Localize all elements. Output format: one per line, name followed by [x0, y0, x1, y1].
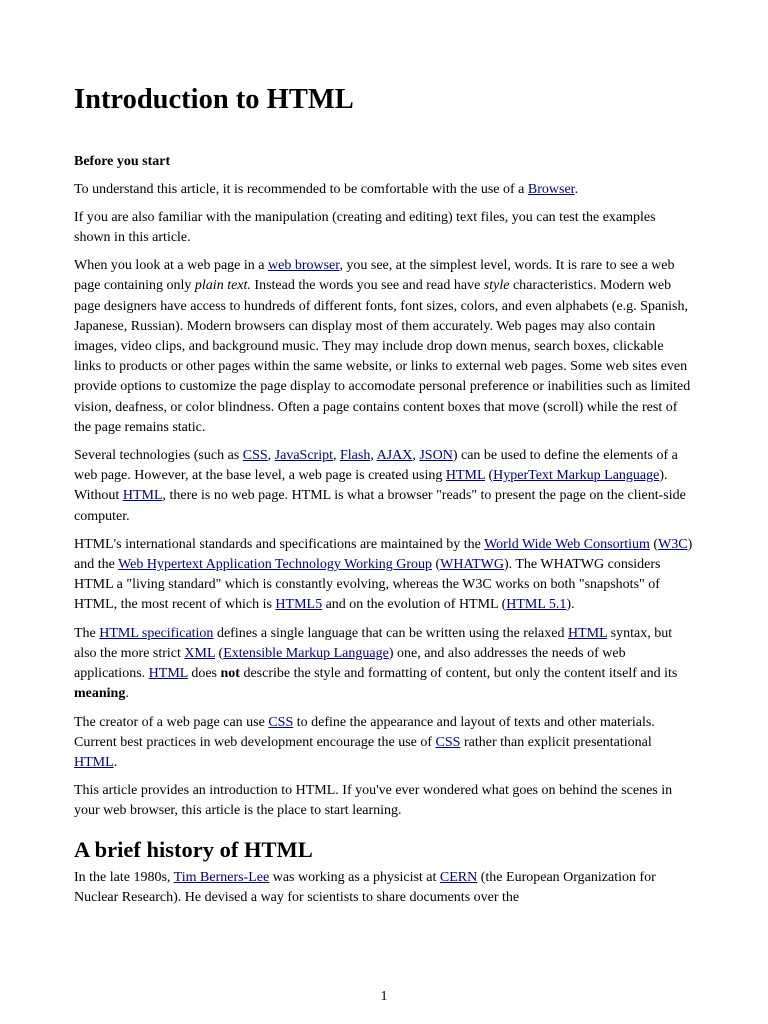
link-javascript[interactable]: JavaScript	[274, 448, 333, 464]
text: .	[113, 754, 118, 770]
link-html[interactable]: HTML	[74, 754, 114, 770]
paragraph-3	[74, 256, 694, 438]
text: In the late 1980s,	[74, 869, 174, 885]
link-extensible-markup-language[interactable]: Extensible Markup Language	[223, 645, 389, 661]
text: ) can be used to define the elements of a web page. However, at the base level, a web page is created using	[74, 448, 678, 484]
text: ,	[267, 448, 275, 464]
link-whatwg-group[interactable]: Web Hypertext Application Technology Working Group	[118, 557, 432, 573]
link-w3c-consortium[interactable]: World Wide Web Consortium	[484, 536, 650, 552]
paragraph-7	[74, 713, 694, 774]
link-css[interactable]: CSS	[268, 714, 294, 730]
page-number: 1	[380, 989, 388, 1004]
link-json[interactable]: JSON	[419, 448, 453, 464]
link-w3c[interactable]: W3C	[658, 536, 688, 552]
link-ajax[interactable]: AJAX	[376, 448, 413, 464]
text: ,	[412, 448, 420, 464]
text: ) one, and also addresses the needs of web applications.	[74, 645, 626, 682]
link-xml[interactable]: XML	[184, 645, 216, 661]
text: The creator of a web page can use	[74, 714, 269, 730]
text: HTML's international standards and specifications are maintained by the	[74, 536, 485, 552]
link-tim-berners-lee[interactable]: Tim Berners-Lee	[173, 869, 270, 885]
text: defines a single language that can be written using the relaxed	[213, 625, 568, 641]
paragraph-6	[74, 624, 694, 705]
text: describe the style and formatting of content, but only the content itself and its	[239, 666, 678, 682]
text: syntax, but also the more strict	[74, 625, 673, 661]
paragraph-1	[74, 180, 694, 200]
text: does	[187, 666, 221, 682]
text: Instead the words you see and read have	[250, 278, 484, 294]
bold-text: not	[220, 666, 240, 682]
paragraph-9	[74, 868, 694, 908]
link-html[interactable]: HTML	[445, 468, 485, 484]
text: To understand this article, it is recommended to be comfortable with the use of a	[74, 181, 528, 197]
italic-text: plain text.	[194, 278, 251, 294]
text: .	[125, 686, 129, 702]
italic-text: style	[483, 278, 510, 294]
link-html[interactable]: HTML	[567, 625, 608, 641]
text: This article provides an introduction to HTML. If you've ever wondered what goes on behind the scenes in your web browser, this article is the place to start learning.	[74, 783, 673, 819]
text: When you look at a web page in a	[74, 258, 268, 274]
link-web-browser[interactable]: web browser	[268, 258, 340, 274]
section-title: A brief history of HTML	[74, 836, 313, 862]
link-browser[interactable]: Browser	[527, 181, 575, 197]
text: (	[649, 536, 659, 552]
text: ,	[332, 448, 340, 464]
text: ).	[566, 597, 575, 613]
link-whatwg[interactable]: WHATWG	[440, 557, 504, 573]
text: ). The WHATWG considers HTML a "living standard" which is constantly evolving, whereas the W3C works on both "snapshots" of HTML, the most recent of which is	[74, 557, 661, 613]
link-html-5-1[interactable]: HTML 5.1	[506, 597, 567, 613]
link-html[interactable]: HTML	[122, 488, 163, 504]
text: characteristics. Modern web page designers have access to hundreds of different fonts, font sizes, colors, and even alphabets (e.g. Spanish, Japanese, Russian). Modern browsers can display most of them accurately. Web pages may also contain images, video clips, and background music. They may include drop down menus, search boxes, clickable links to products or other pages within the same website, or links to external web pages. Some web sites even provide options to customize the page display to accomodate personal preference or inabilities such as limited vision, deafness, or color blindness. Often a page contains content boxes that move (scroll) while the rest of the page remains static.	[74, 278, 691, 435]
text: rather than explicit presentational	[460, 734, 652, 750]
article-body	[74, 82, 694, 916]
subheading-before-you-start: Before you start	[74, 153, 171, 169]
link-hypertext-markup-language[interactable]: HyperText Markup Language	[493, 468, 660, 484]
text: ,	[370, 448, 377, 464]
text: and on the evolution of HTML (	[322, 597, 507, 613]
link-css[interactable]: CSS	[435, 734, 461, 750]
text: (	[485, 468, 494, 484]
text: ) and the	[74, 536, 693, 573]
text: (	[432, 557, 441, 573]
text: The	[74, 625, 100, 641]
link-html-specification[interactable]: HTML specification	[99, 625, 214, 641]
link-html[interactable]: HTML	[148, 666, 188, 682]
page-title: Introduction to HTML	[74, 84, 354, 115]
link-cern[interactable]: CERN	[439, 869, 478, 885]
paragraph-8	[74, 781, 694, 821]
text: to define the appearance and layout of texts and other materials. Current best practices in web development encourage the use of	[74, 714, 655, 750]
link-html5[interactable]: HTML5	[275, 597, 323, 613]
text: (	[215, 645, 224, 661]
text: If you are also familiar with the manipulation (creating and editing) text files, you can test the examples shown in this article.	[74, 209, 656, 246]
link-flash[interactable]: Flash	[339, 448, 371, 464]
paragraph-5	[74, 535, 694, 616]
link-css[interactable]: CSS	[242, 448, 268, 464]
text: .	[574, 181, 579, 197]
text: was working as a physicist at	[269, 869, 440, 885]
text: , there is no web page. HTML is what a browser "reads" to present the page on the client-side computer.	[74, 488, 686, 524]
bold-text: meaning	[74, 686, 126, 702]
text: ). Without	[74, 468, 668, 504]
paragraph-2	[74, 208, 694, 248]
text: (the European Organization for Nuclear Research). He devised a way for scientists to share documents over the	[74, 869, 656, 905]
paragraph-4	[74, 446, 694, 527]
text: Several technologies (such as	[74, 448, 243, 464]
text: , you see, at the simplest level, words. It is rare to see a web page containing only	[74, 258, 675, 294]
